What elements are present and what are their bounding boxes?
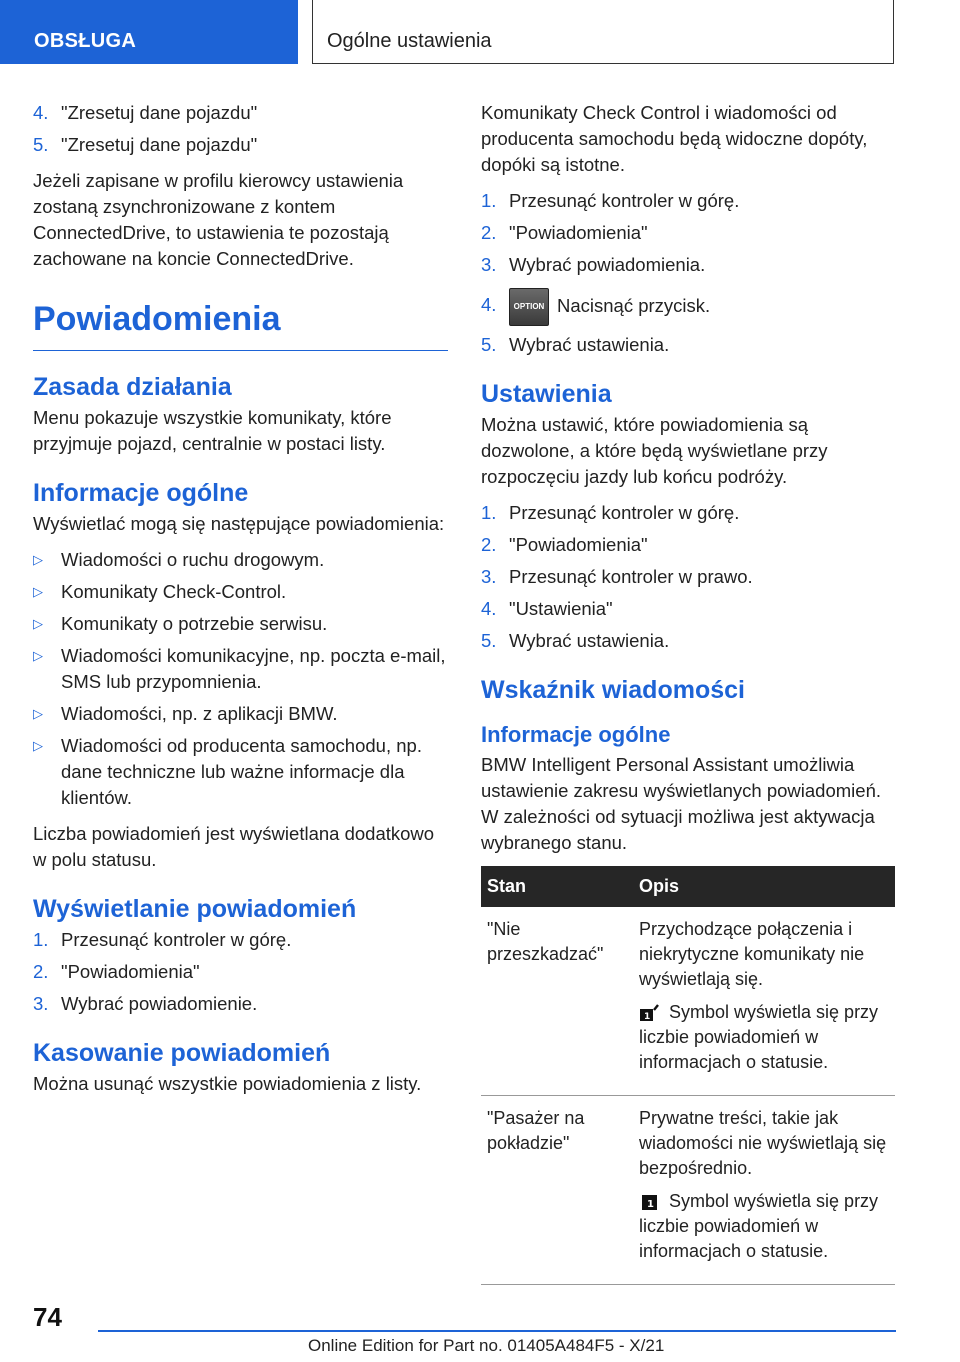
list-item [481,564,896,590]
step-number: 2. [33,961,49,982]
bullet-text: Komunikaty Check-Control. [61,581,287,602]
step-text: "Powiadomienia" [61,961,200,982]
list-item [33,991,448,1017]
list-item [33,132,448,158]
notification-steps [481,188,896,358]
step-text: Przesunąć kontroler w górę. [509,502,740,523]
heading-informacje: Informacje ogólne [33,479,249,507]
symbol-text: Symbol wyświetla się przy liczbie powiadomień w informacjach o statusie. [639,1191,879,1261]
list-item [33,733,448,811]
bullet-triangle-icon: ▷ [33,552,43,567]
ustawienia-paragraph: Można ustawić, które powiadomienia są dozwolone, a które będą wyświetlane przy rozpoczęciu jazdy lub końcu podróży. [481,414,828,487]
section-tab [0,0,298,64]
right-column [481,100,896,1285]
step-text: Wybrać powiadomienia. [509,254,706,275]
notification-types-list [33,547,448,811]
step-number: 1. [481,502,497,523]
step-number: 1. [33,929,49,950]
list-item [481,500,896,526]
page-number: 74 [33,1302,62,1332]
step-text: Wybrać ustawienia. [509,630,670,651]
table-cell-opis [633,1096,895,1285]
list-item [33,547,448,573]
list-item [481,288,896,326]
heading-wyswietlanie: Wyświetlanie powiadomień [33,895,357,923]
step-text: "Powiadomienia" [509,222,648,243]
step-text: "Powiadomienia" [509,534,648,555]
check-control-paragraph: Komunikaty Check Control i wiadomości od producenta samochodu będą widoczne dopóty, dopóki są istotne. [481,102,868,175]
sync-paragraph: Jeżeli zapisane w profilu kierowcy ustawienia zostaną zsynchronizowane z kontem ConnectedDrive, to ustawienia te pozostają zachowane na koncie ConnectedDrive. [33,170,404,269]
table-cell-opis [633,907,895,1096]
list-item [481,532,896,558]
cell-description: Przychodzące połączenia i niekrytyczne komunikaty nie wyświetlają się. [639,919,865,989]
cell-symbol-note [639,1000,889,1075]
bullet-text: Wiadomości o ruchu drogowym. [61,549,325,570]
bullet-triangle-icon: ▷ [33,738,43,753]
step-number: 1. [481,190,497,211]
step-text: "Zresetuj dane pojazdu" [61,102,258,123]
heading-wskaznik: Wskaźnik wiadomości [481,676,745,704]
list-item [33,959,448,985]
step-number: 5. [481,630,497,651]
page-heading: Powiadomienia [33,298,448,351]
column-header-stan: Stan [481,866,633,907]
step-number: 3. [33,993,49,1014]
reset-steps [33,100,448,158]
heading-wskaznik-info: Informacje ogólne [481,722,671,747]
step-text: Przesunąć kontroler w prawo. [509,566,753,587]
list-item [481,628,896,654]
bullet-text: Wiadomości komunikacyjne, np. poczta e-mail, SMS lub przypomnienia. [61,645,446,692]
list-item [481,188,896,214]
step-text: Nacisnąć przycisk. [557,294,711,316]
step-text: Wybrać ustawienia. [509,334,670,355]
table-header-row [481,866,895,907]
list-item [33,100,448,126]
svg-text:1: 1 [644,1012,651,1023]
bullet-triangle-icon: ▷ [33,706,43,721]
heading-kasowanie: Kasowanie powiadomień [33,1039,331,1067]
list-item [33,611,448,637]
settings-steps [481,500,896,654]
list-item [33,643,448,695]
left-column [33,100,448,1107]
bullet-triangle-icon: ▷ [33,616,43,631]
informacje-paragraph: Wyświetlać mogą się następujące powiadomienia: [33,513,445,534]
step-text: Przesunąć kontroler w górę. [509,190,740,211]
chapter-title: Ogólne ustawienia [327,30,492,52]
passenger-icon [639,1193,661,1211]
bullet-triangle-icon: ▷ [33,584,43,599]
cell-symbol-note [639,1189,889,1264]
table-row [481,1096,895,1285]
symbol-text: Symbol wyświetla się przy liczbie powiadomień w informacjach o statusie. [639,1002,879,1072]
list-item [481,332,896,358]
bullet-triangle-icon: ▷ [33,648,43,663]
cell-description: Prywatne treści, takie jak wiadomości nie wyświetlają się bezpośrednio. [639,1108,887,1178]
step-number: 2. [481,222,497,243]
step-number: 3. [481,254,497,275]
option-button-icon: OPTION [509,288,549,326]
bullet-text: Wiadomości, np. z aplikacji BMW. [61,703,338,724]
heading-ustawienia: Ustawienia [481,380,612,408]
step-text: "Zresetuj dane pojazdu" [61,134,258,155]
table-cell-stan: "Pasażer na pokładzie" [481,1096,633,1285]
list-item [481,596,896,622]
section-label: OBSŁUGA [34,30,137,52]
table-row [481,907,895,1096]
table-cell-stan: "Nie przeszkadzać" [481,907,633,1096]
list-item [33,701,448,727]
do-not-disturb-icon [639,1004,661,1022]
edition-note: Online Edition for Part no. 01405A484F5 - X/21 [308,1336,665,1355]
liczba-paragraph: Liczba powiadomień jest wyświetlana dodatkowo w polu statusu. [33,823,435,870]
step-text: Wybrać powiadomienie. [61,993,258,1014]
step-number: 4. [481,598,497,619]
svg-text:1: 1 [647,1199,654,1211]
bullet-text: Komunikaty o potrzebie serwisu. [61,613,328,634]
zasada-paragraph: Menu pokazuje wszystkie komunikaty, które przyjmuje pojazd, centralnie w postaci listy. [33,407,392,454]
wskaznik-paragraph: BMW Intelligent Personal Assistant umożliwia ustawienie zakresu wyświetlanych powiadomień. W zależności od sytuacji możliwa jest aktywacja wybranego stanu. [481,754,881,853]
chapter-header [312,0,894,64]
footer-divider [98,1330,896,1332]
step-number: 4. [33,102,49,123]
list-item [33,927,448,953]
list-item [481,220,896,246]
column-header-opis: Opis [633,866,895,907]
step-number: 2. [481,534,497,555]
list-item [481,252,896,278]
kasowanie-paragraph: Można usunąć wszystkie powiadomienia z listy. [33,1073,422,1094]
step-number: 3. [481,566,497,587]
status-table [481,866,895,1285]
step-text: Przesunąć kontroler w górę. [61,929,292,950]
list-item [33,579,448,605]
step-number: 4. [481,294,497,315]
bullet-text: Wiadomości od producenta samochodu, np. dane techniczne lub ważne informacje dla klientów. [61,735,422,808]
step-number: 5. [481,334,497,355]
step-text: "Ustawienia" [509,598,613,619]
display-steps [33,927,448,1017]
heading-zasada: Zasada działania [33,373,232,401]
step-number: 5. [33,134,49,155]
